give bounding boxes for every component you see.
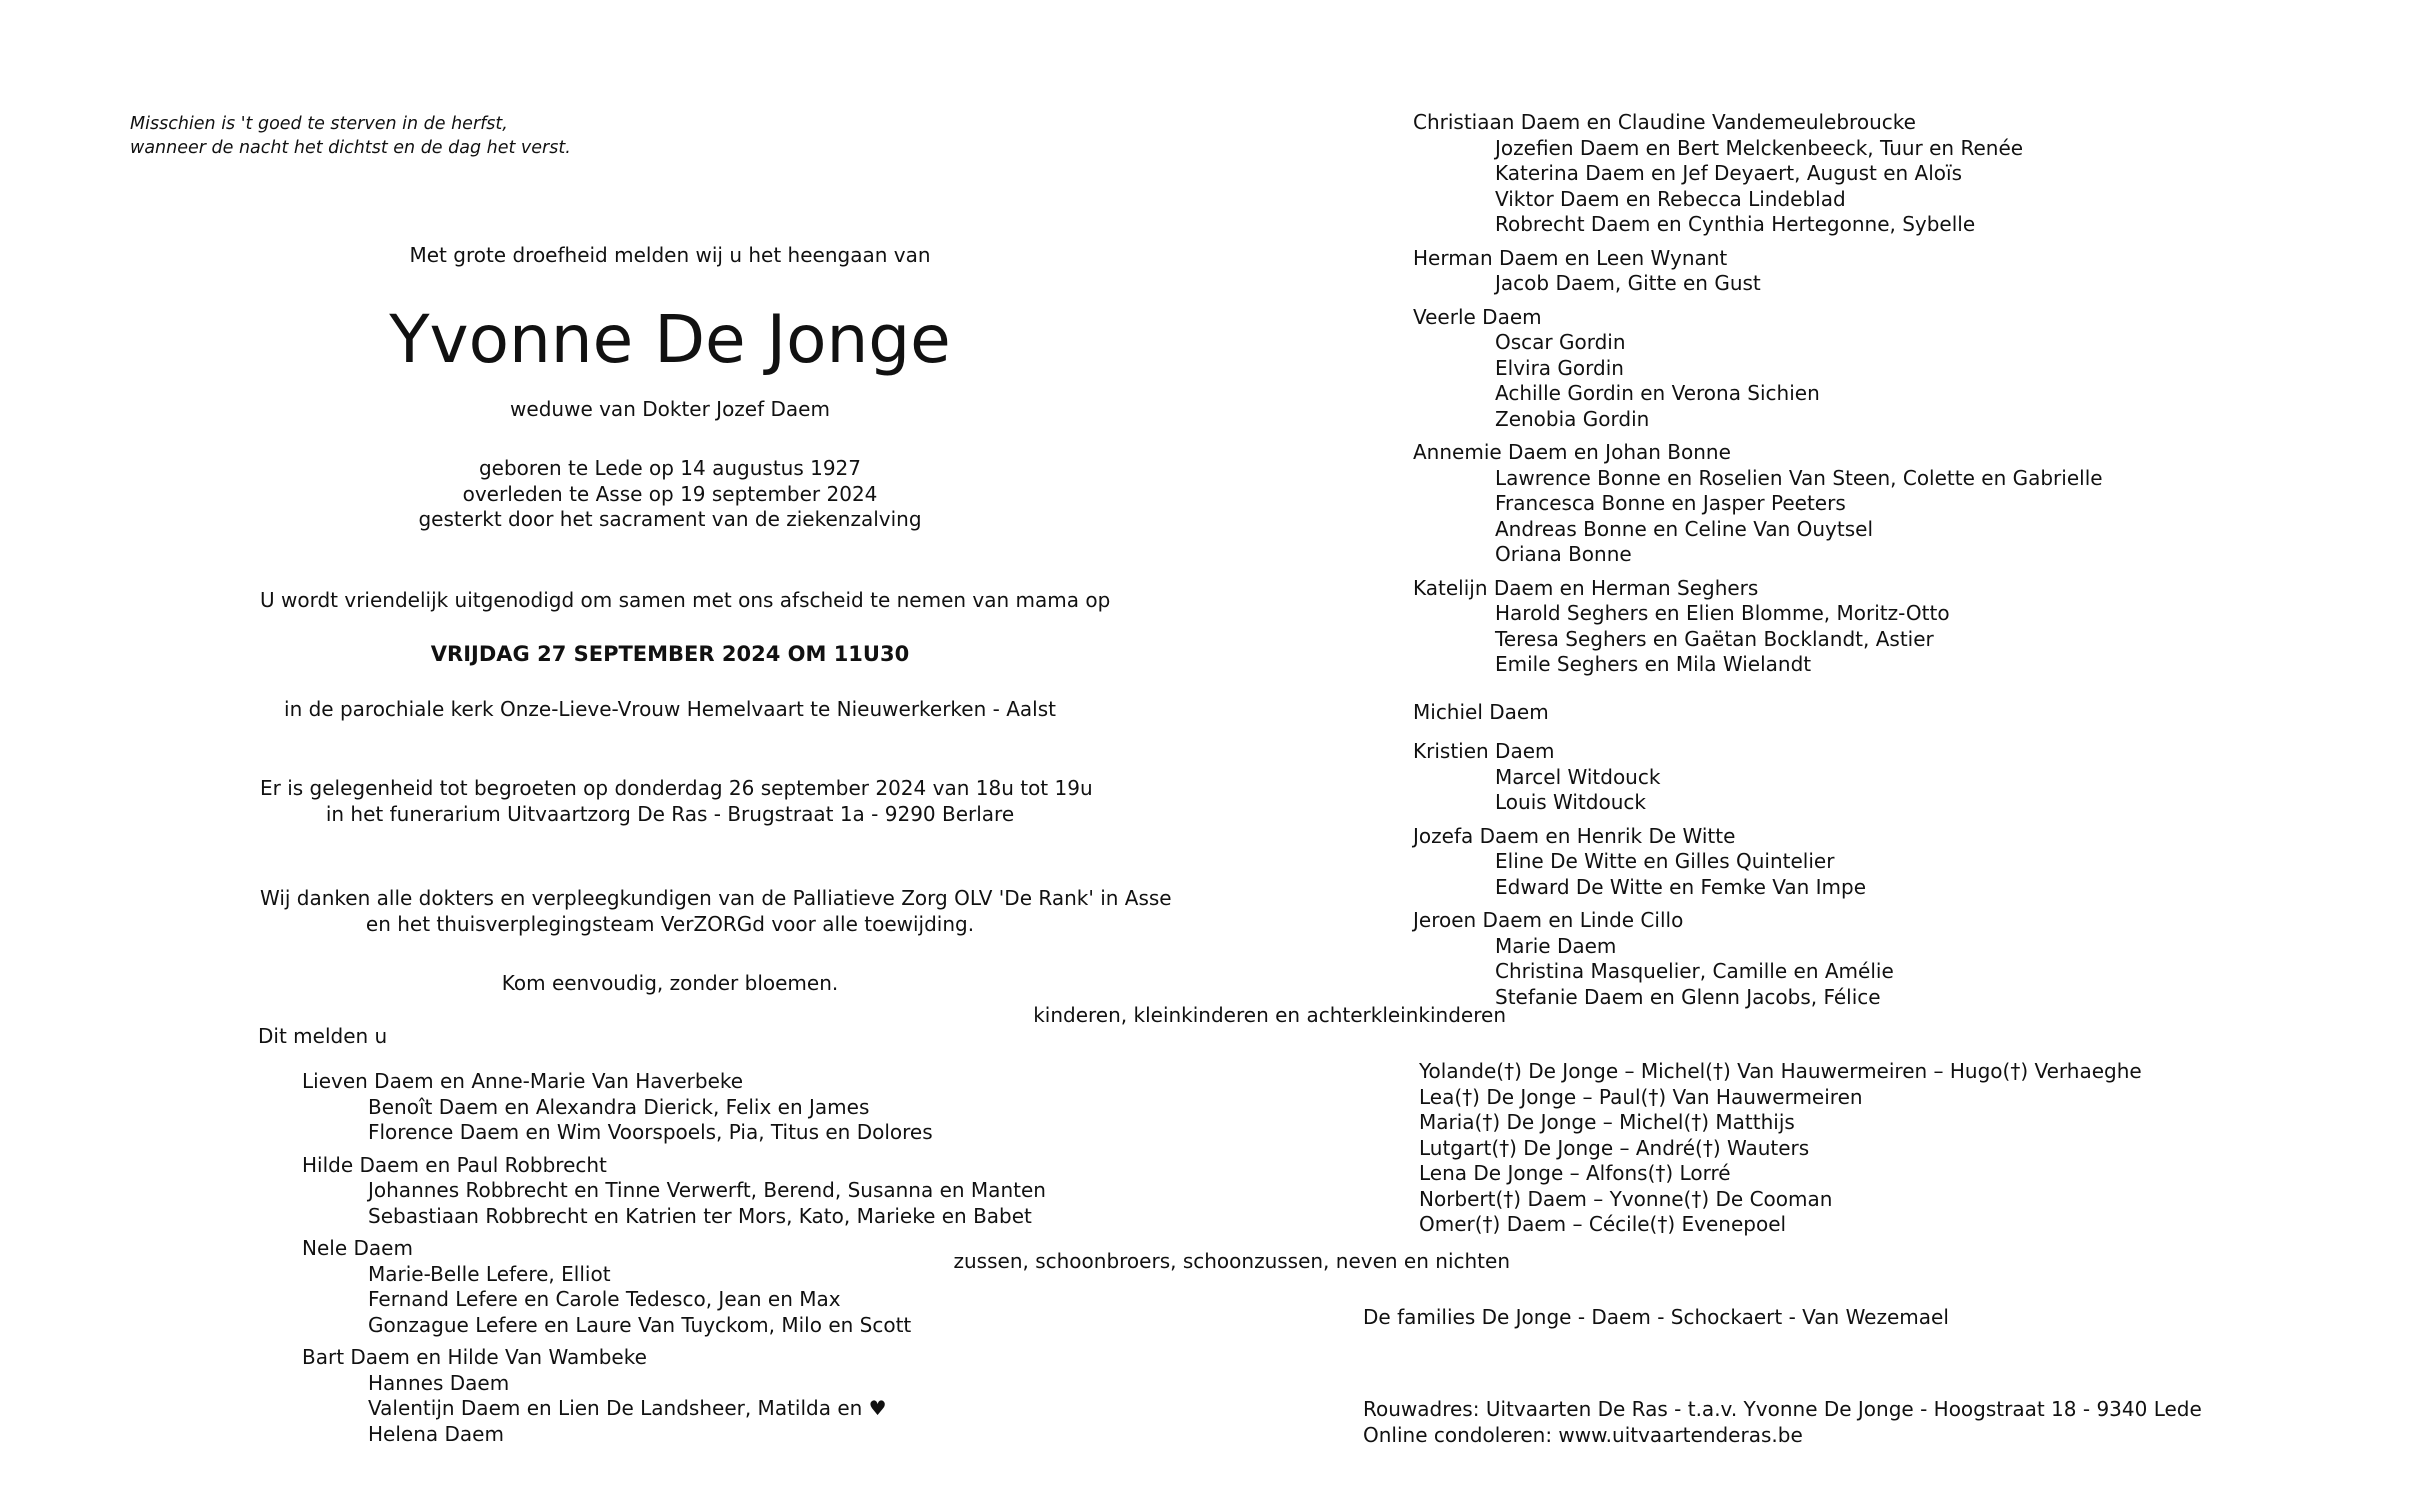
sibling-line: Norbert(†) Daem – Yvonne(†) De Cooman <box>1419 1186 1833 1211</box>
family-member: Louis Witdouck <box>1495 790 1646 814</box>
family-member: Gonzague Lefere en Laure Van Tuyckom, Milo en Scott <box>368 1312 912 1337</box>
family-group <box>1413 246 2103 297</box>
family-head: Veerle Daem <box>1413 304 1542 329</box>
thanks-line: Wij danken alle dokters en verpleegkundigen van de Palliatieve Zorg OLV 'De Rank' in Asse <box>260 886 1172 910</box>
announce-label: Dit melden u <box>258 1024 388 1048</box>
family-member: Zenobia Gordin <box>1495 406 1650 431</box>
family-member: Andreas Bonne en Celine Van Ouytsel <box>1495 516 1873 541</box>
sibling-line: Omer(†) Daem – Cécile(†) Evenepoel <box>1419 1212 1787 1236</box>
contact-info <box>1363 1397 2202 1448</box>
family-member: Christina Masquelier, Camille en Amélie <box>1495 959 1894 983</box>
family-member: Edward De Witte en Femke Van Impe <box>1495 874 1867 899</box>
family-member: Marcel Witdouck <box>1495 764 1661 789</box>
family-head: Bart Daem en Hilde Van Wambeke <box>302 1345 647 1369</box>
death-line: overleden te Asse op 19 september 2024 <box>462 481 878 506</box>
family-head: Nele Daem <box>302 1236 413 1260</box>
family-member: Jacob Daem, Gitte en Gust <box>1495 271 1761 295</box>
thanks-line: en het thuisverplegingsteam VerZORGd voor alle toewijding. <box>365 911 975 936</box>
family-group <box>1413 305 2103 433</box>
siblings-list <box>1419 1059 2142 1238</box>
family-member: Helena Daem <box>368 1421 504 1446</box>
left-family-list <box>302 1069 1046 1454</box>
invitation-text: U wordt vriendelijk uitgenodigd om samen met ons afscheid te nemen van mama op <box>260 588 1111 612</box>
sibling-line: Yolande(†) De Jonge – Michel(†) Van Hauwermeiren – Hugo(†) Verhaeghe <box>1419 1059 2142 1083</box>
family-member: Eline De Witte en Gilles Quintelier <box>1495 849 1835 873</box>
siblings-caption: zussen, schoonbroers, schoonzussen, neven en nichten <box>953 1249 1510 1273</box>
visitation-info <box>260 776 1093 827</box>
family-group <box>302 1236 1046 1338</box>
family-member: Jozefien Daem en Bert Melckenbeeck, Tuur en Renée <box>1495 135 2024 160</box>
family-member: Viktor Daem en Rebecca Lindeblad <box>1495 186 1846 211</box>
family-member: Teresa Seghers en Gaëtan Bocklandt, Astier <box>1495 626 1934 651</box>
family-group <box>302 1153 1046 1230</box>
family-head: Kristien Daem <box>1413 739 1555 763</box>
family-group <box>1413 739 2103 816</box>
family-head: Katelijn Daem en Herman Seghers <box>1413 575 1759 600</box>
family-head: Herman Daem en Leen Wynant <box>1413 245 1728 270</box>
sibling-line: Lea(†) De Jonge – Paul(†) Van Hauwermeiren <box>1419 1084 1863 1109</box>
visitation-line: Er is gelegenheid tot begroeten op donderdag 26 september 2024 van 18u tot 19u <box>260 776 1093 800</box>
deceased-name: Yvonne De Jonge <box>389 301 951 378</box>
service-date: VRIJDAG 27 SEPTEMBER 2024 OM 11U30 <box>430 642 910 666</box>
motto-quote <box>130 112 571 160</box>
sibling-line: Lena De Jonge – Alfons(†) Lorré <box>1419 1161 1731 1185</box>
online-condolence: Online condoleren: www.uitvaartenderas.be <box>1363 1422 1803 1447</box>
mourning-address: Rouwadres: Uitvaarten De Ras - t.a.v. Yvonne De Jonge - Hoogstraat 18 - 9340 Lede <box>1363 1397 2202 1421</box>
family-group <box>302 1069 1046 1146</box>
family-group <box>302 1345 1046 1447</box>
widow-of-text: weduwe van Dokter Jozef Daem <box>510 397 830 421</box>
family-member: Benoît Daem en Alexandra Dierick, Felix en James <box>368 1094 870 1119</box>
sibling-line: Maria(†) De Jonge – Michel(†) Matthijs <box>1419 1110 1795 1134</box>
sacrament-line: gesterkt door het sacrament van de ziekenzalving <box>418 507 922 531</box>
family-member: Marie Daem <box>1495 933 1617 958</box>
family-member: Stefanie Daem en Glenn Jacobs, Félice <box>1495 984 1881 1009</box>
birth-line: geboren te Lede op 14 augustus 1927 <box>478 456 862 480</box>
family-member: Marie-Belle Lefere, Elliot <box>368 1261 611 1286</box>
family-member: Oriana Bonne <box>1495 542 1632 566</box>
visitation-line: in het funerarium Uitvaartzorg De Ras - Brugstraat 1a - 9290 Berlare <box>325 801 1015 826</box>
family-head: Hilde Daem en Paul Robbrecht <box>302 1152 607 1177</box>
motto-line: Misschien is 't goed te sterven in de herfst, <box>130 114 508 134</box>
family-group <box>1413 908 2103 1010</box>
sibling-line: Lutgart(†) De Jonge – André(†) Wauters <box>1419 1135 1810 1160</box>
family-member: Hannes Daem <box>368 1370 510 1395</box>
family-member: Harold Seghers en Elien Blomme, Moritz-Otto <box>1495 601 1950 625</box>
families-line: De families De Jonge - Daem - Schockaert - Van Wezemael <box>1363 1305 1949 1329</box>
family-head: Annemie Daem en Johan Bonne <box>1413 440 1731 464</box>
family-group <box>1413 110 2103 238</box>
family-member: Robrecht Daem en Cynthia Hertegonne, Sybelle <box>1495 212 1976 236</box>
family-head: Jeroen Daem en Linde Cillo <box>1413 908 1684 932</box>
family-head: Christiaan Daem en Claudine Vandemeulebroucke <box>1413 110 1916 134</box>
right-family-list <box>1413 110 2103 1018</box>
family-head: Jozefa Daem en Henrik De Witte <box>1413 823 1736 848</box>
family-member: Achille Gordin en Verona Sichien <box>1495 381 1820 405</box>
family-member: Lawrence Bonne en Roselien Van Steen, Colette en Gabrielle <box>1495 465 2103 490</box>
family-member: Fernand Lefere en Carole Tedesco, Jean en Max <box>368 1287 841 1311</box>
family-head: Michiel Daem <box>1413 699 1549 724</box>
family-member: Valentijn Daem en Lien De Landsheer, Matilda en ♥ <box>368 1396 887 1420</box>
church-location: in de parochiale kerk Onze-Lieve-Vrouw Hemelvaart te Nieuwerkerken - Aalst <box>284 697 1056 721</box>
family-member: Sebastiaan Robbrecht en Katrien ter Mors, Kato, Marieke en Babet <box>368 1203 1032 1228</box>
family-member: Oscar Gordin <box>1495 330 1626 354</box>
thanks-text <box>260 886 1172 937</box>
family-member: Johannes Robbrecht en Tinne Verwerft, Berend, Susanna en Manten <box>368 1178 1046 1202</box>
kids-caption: kinderen, kleinkinderen en achterkleinkinderen <box>1033 1003 1506 1027</box>
family-member: Francesca Bonne en Jasper Peeters <box>1495 491 1846 515</box>
family-group <box>1413 824 2103 901</box>
no-flowers-note: Kom eenvoudig, zonder bloemen. <box>501 971 839 995</box>
family-group <box>1413 576 2103 678</box>
family-head: Lieven Daem en Anne-Marie Van Haverbeke <box>302 1069 744 1093</box>
life-dates <box>260 456 1080 533</box>
motto-line: wanneer de nacht het dichtst en de dag het verst. <box>130 138 571 158</box>
family-member: Emile Seghers en Mila Wielandt <box>1495 652 1812 676</box>
family-group <box>1413 700 2103 726</box>
family-group <box>1413 440 2103 568</box>
intro-text: Met grote droefheid melden wij u het heengaan van <box>409 243 931 267</box>
family-member: Katerina Daem en Jef Deyaert, August en Aloïs <box>1495 161 1962 185</box>
family-member: Florence Daem en Wim Voorspoels, Pia, Titus en Dolores <box>368 1120 933 1144</box>
family-member: Elvira Gordin <box>1495 355 1624 380</box>
